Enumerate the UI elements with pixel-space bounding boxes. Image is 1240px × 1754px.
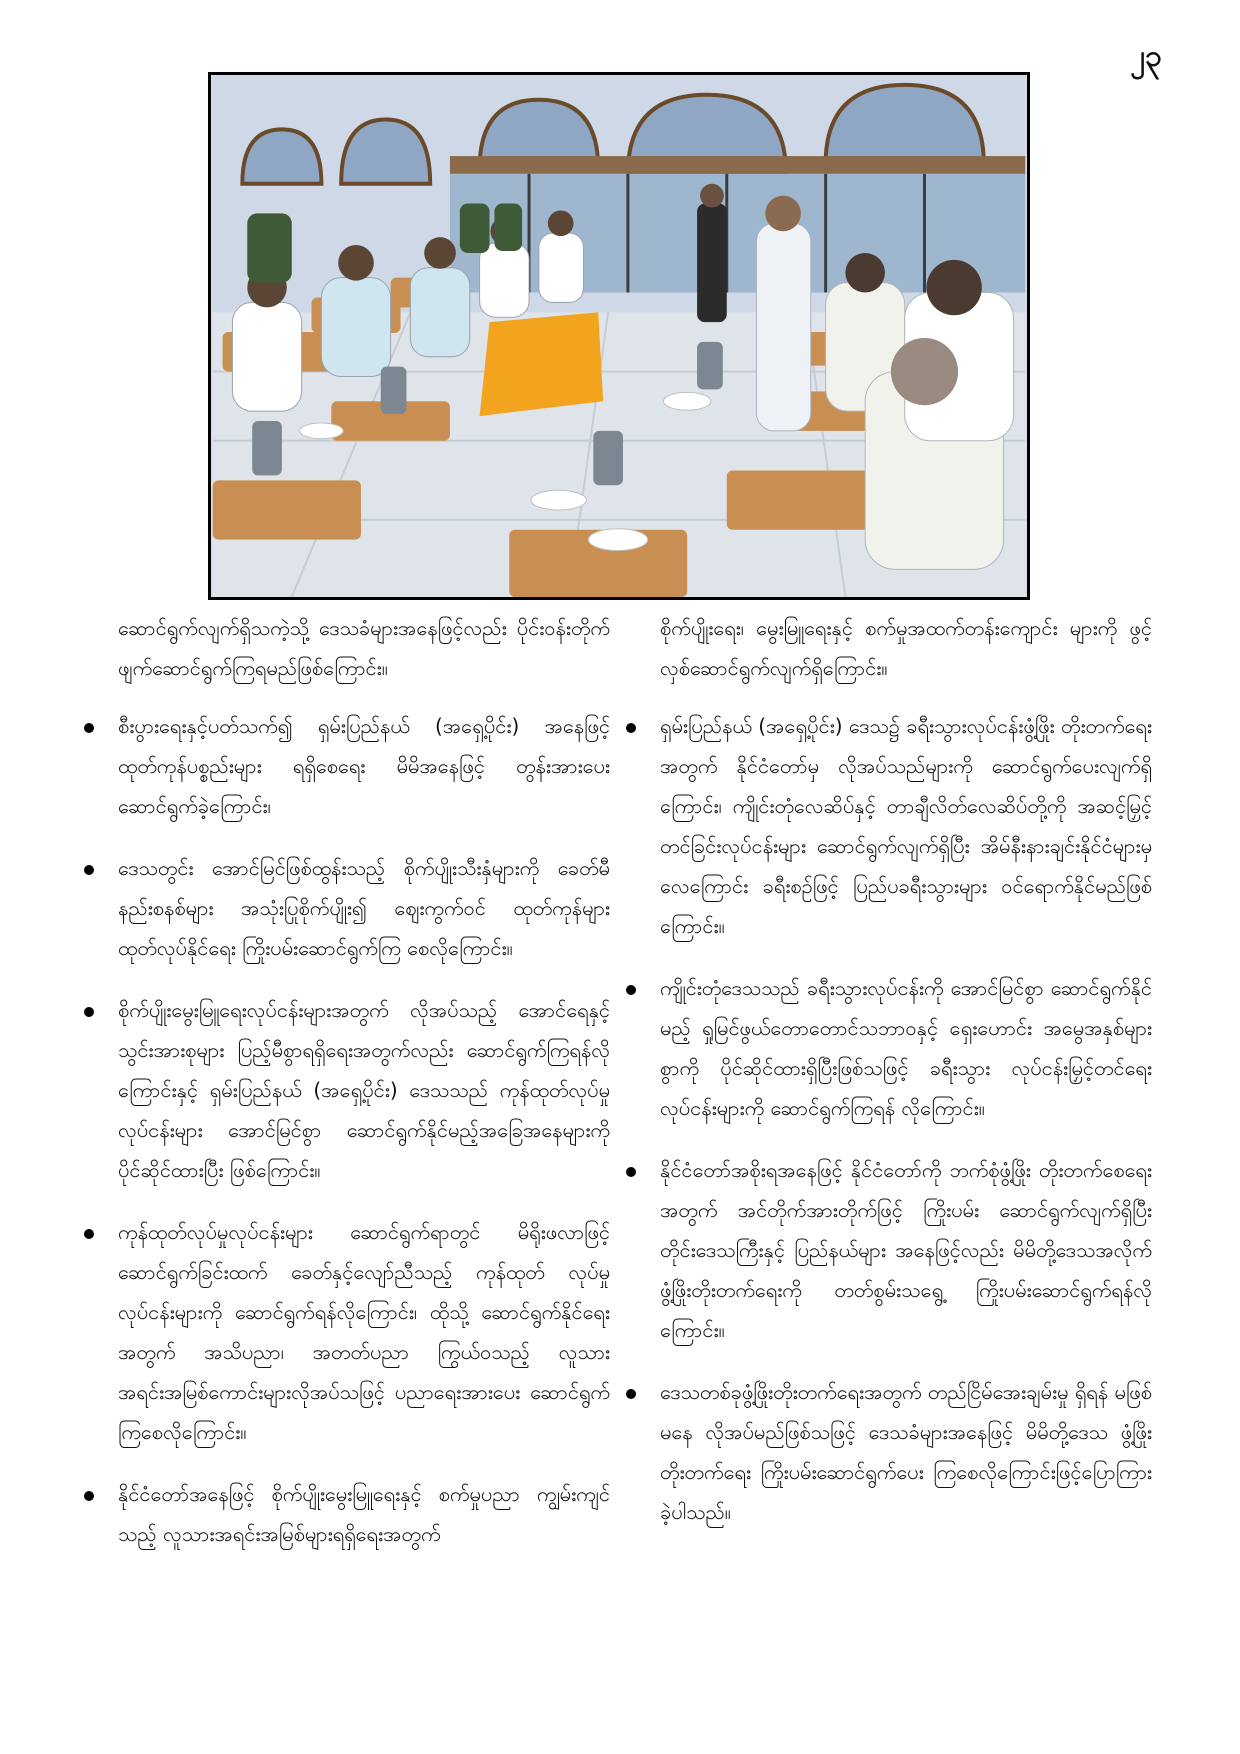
list-item-text: စိုက်ပျိုးမွေးမြူရေးလုပ်ငန်းများအတွက် လိုအပ်သည့် အောင်ရေနှင့် သွင်းအားစုများ ပြည့်မီစွာရရှိရေးအတွက်လည်း ဆောင်ရွက်ကြရန်လိုကြောင်းနှင့် ရှမ်းပြည်နယ် (အရှေ့ပိုင်း) ဒေသသည် ကုန်ထုတ်လုပ်မှုလုပ်ငန်းများ အောင်မြင်စွာ ဆောင်ရွက်နိုင်မည့်အခြေအနေများကို ပိုင်ဆိုင်ထားပြီး ဖြစ်ကြောင်း။ (118, 998, 610, 1182)
bullet-icon (84, 1491, 94, 1501)
list-item-text: စီးပွားရေးနှင့်ပတ်သက်၍ ရှမ်းပြည်နယ် (အရှေ့ပိုင်း) အနေဖြင့် ထုတ်ကုန်ပစ္စည်းများ ရရှိစေရေး မိမိအနေဖြင့် တွန်းအားပေးဆောင်ရွက်ခဲ့ကြောင်း၊ (118, 714, 610, 818)
list-item-text: ကျိုင်းတုံဒေသသည် ခရီးသွားလုပ်ငန်းကို အောင်မြင်စွာ ဆောင်ရွက်နိုင်မည့် ရှုမြင်ဖွယ်တောတောင်သဘာဝနှင့် ရှေးဟောင်း အမွေအနှစ်များစွာကို ပိုင်ဆိုင်ထားရှိပြီးဖြစ်သဖြင့် ခရီးသွား လုပ်ငန်းမြှင့်တင်ရေးလုပ်ငန်းများကို ဆောင်ရွက်ကြရန် လိုကြောင်း။ (660, 976, 1152, 1120)
bullet-icon (626, 1389, 636, 1399)
bullet-icon (84, 865, 94, 875)
list-item (660, 968, 1152, 1128)
bullet-icon (84, 723, 94, 733)
list-item (118, 1212, 610, 1452)
page-number: ၂၃ (1130, 39, 1162, 74)
list-item-text: နိုင်ငံတော်အစိုးရအနေဖြင့် နိုင်ငံတော်ကို ဘက်စုံဖွံ့ဖြိုး တိုးတက်စေရေးအတွက် အင်တိုက်အားတိုက်ဖြင့် ကြိုးပမ်း ဆောင်ရွက်လျက်ရှိပြီး တိုင်းဒေသကြီးနှင့် ပြည်နယ်များ အနေဖြင့်လည်း မိမိတို့ဒေသအလိုက် ဖွံ့ဖြိုးတိုးတက်ရေးကို တတ်စွမ်းသရွေ့ ကြိုးပမ်းဆောင်ရွက်ရန်လိုကြောင်း။ (660, 1158, 1152, 1342)
left-continuation-text: ဆောင်ရွက်လျက်ရှိသကဲ့သို့ ဒေသခံများအနေဖြင့်လည်း ပိုင်းဝန်းတိုက်ဖျက်ဆောင်ရွက်ကြရမည်ဖြစ်ကြောင်း။ (118, 616, 610, 680)
list-item-text: ရှမ်းပြည်နယ် (အရှေ့ပိုင်း) ဒေသ၌ ခရီးသွားလုပ်ငန်းဖွံ့ဖြိုး တိုးတက်ရေးအတွက် နိုင်ငံတော်မှ လိုအပ်သည်များကို ဆောင်ရွက်ပေးလျက်ရှိကြောင်း၊ ကျိုင်းတုံလေဆိပ်နှင့် တာချီလိတ်လေဆိပ်တို့ကို အဆင့်မြှင့်တင်ခြင်းလုပ်ငန်းများ ဆောင်ရွက်လျက်ရှိပြီး အိမ်နီးနားချင်းနိုင်ငံများမှ လေကြောင်း ခရီးစဉ်ဖြင့် ပြည်ပခရီးသွားများ ဝင်ရောက်နိုင်မည်ဖြစ် ကြောင်း။ (660, 714, 1152, 938)
bullet-icon (626, 1167, 636, 1177)
list-item (118, 848, 610, 968)
right-continuation-text: စိုက်ပျိုးရေး၊ မွေးမြူရေးနှင့် စက်မှုအထက်တန်းကျောင်း များကို ဖွင့်လှစ်ဆောင်ရွက်လျက်ရှိကြောင်း။ (660, 616, 1152, 680)
list-item (118, 706, 610, 826)
list-item-text: နိုင်ငံတော်အနေဖြင့် စိုက်ပျိုးမွေးမြူရေးနှင့် စက်မှုပညာ ကျွမ်းကျင်သည့် လူသားအရင်းအမြစ်များရရှိရေးအတွက် (118, 1482, 610, 1546)
left-column (118, 608, 610, 1576)
list-item-text: ကုန်ထုတ်လုပ်မှုလုပ်ငန်းများ ဆောင်ရွက်ရာတွင် မိရိုးဖလာဖြင့် ဆောင်ရွက်ခြင်းထက် ခေတ်နှင့်လျော်ညီသည့် ကုန်ထုတ် လုပ်မှုလုပ်ငန်းများကို ဆောင်ရွက်ရန်လိုကြောင်း၊ ထိုသို့ ဆောင်ရွက်နိုင်ရေးအတွက် အသိပညာ၊ အတတ်ပညာ ကြွယ်ဝသည့် လူသားအရင်းအမြစ်ကောင်းများလိုအပ်သဖြင့် ပညာရေးအားပေး ဆောင်ရွက်ကြစေလိုကြောင်း။ (118, 1220, 610, 1444)
list-item (118, 1474, 610, 1554)
meeting-photo-icon (211, 75, 1027, 597)
list-item (660, 1150, 1152, 1350)
bullet-icon (626, 723, 636, 733)
list-item (660, 1372, 1152, 1532)
list-item (118, 990, 610, 1190)
bullet-icon (84, 1229, 94, 1239)
right-column (660, 608, 1152, 1554)
list-item-text: ဒေသတစ်ခုဖွံ့ဖြိုးတိုးတက်ရေးအတွက် တည်ငြိမ်အေးချမ်းမှု ရှိရန် မဖြစ်မနေ လိုအပ်မည်ဖြစ်သဖြင့် ဒေသခံများအနေဖြင့် မိမိတို့ဒေသ ဖွံ့ဖြိုးတိုးတက်ရေး ကြိုးပမ်းဆောင်ရွက်ပေး ကြစေလိုကြောင်းဖြင့်ပြောကြားခဲ့ပါသည်။ (660, 1380, 1152, 1524)
meeting-photo (208, 72, 1030, 600)
list-item (660, 706, 1152, 946)
list-item-text: ဒေသတွင်း အောင်မြင်ဖြစ်ထွန်းသည့် စိုက်ပျိုးသီးနှံများကို ခေတ်မီနည်းစနစ်များ အသုံးပြုစိုက်ပျိုး၍ ဈေးကွက်ဝင် ထုတ်ကုန်များ ထုတ်လုပ်နိုင်ရေး ကြိုးပမ်းဆောင်ရွက်ကြ စေလိုကြောင်း။ (118, 856, 610, 960)
bullet-icon (84, 1007, 94, 1017)
bullet-icon (626, 985, 636, 995)
